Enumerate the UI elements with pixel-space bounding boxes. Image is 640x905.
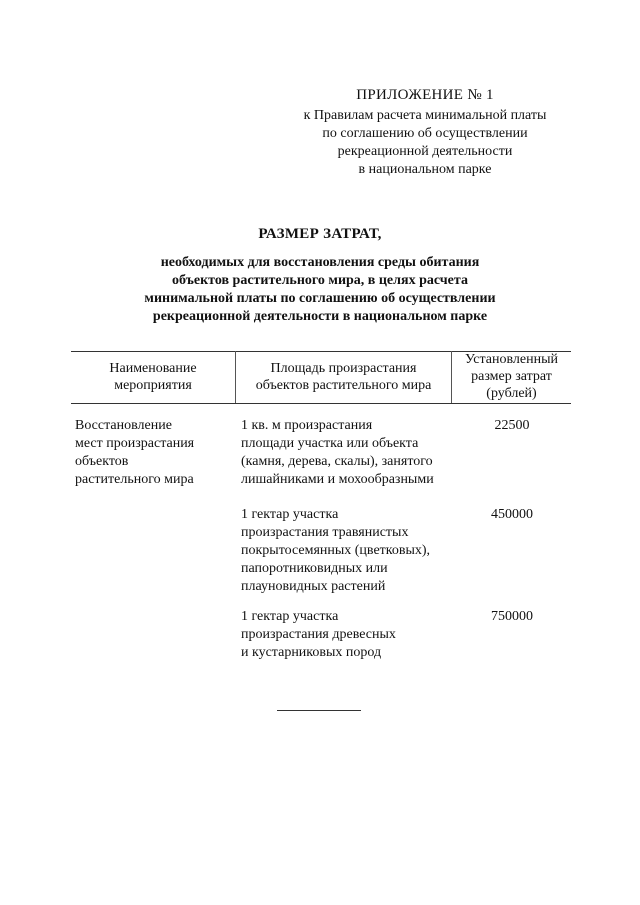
activity-cell: Восстановление мест произрастания объектов растительного мира [75, 418, 195, 487]
document-subtitle [110, 254, 530, 326]
subtitle-line: минимальной платы по соглашению об осуществлении [144, 291, 496, 306]
header-activity: Наименование мероприятия [109, 361, 197, 393]
appendix-line: рекреационной деятельности [337, 144, 513, 159]
subtitle-line: объектов растительного мира, в целях расчета [172, 273, 468, 288]
appendix-line: по соглашению об осуществлении [322, 126, 528, 141]
cost-cell: 22500 [494, 418, 530, 433]
area-cell: 1 гектар участка произрастания травянистых покрытосемянных (цветковых), папоротниковидных или плауновидных растений [241, 507, 431, 594]
cost-cell: 450000 [491, 507, 533, 522]
table-header-rule [71, 403, 571, 404]
appendix-line: в национальном парке [358, 162, 492, 177]
document-title: РАЗМЕР ЗАТРАТ, [258, 226, 382, 242]
end-of-document-rule [277, 710, 361, 711]
appendix-line: к Правилам расчета минимальной платы [303, 108, 547, 123]
header-area: Площадь произрастания объектов растительного мира [255, 361, 432, 393]
appendix-title: ПРИЛОЖЕНИЕ № 1 [356, 87, 494, 103]
appendix-header [290, 86, 560, 179]
area-cell: 1 гектар участка произрастания древесных и кустарниковых пород [241, 609, 396, 660]
area-cell: 1 кв. м произрастания площади участка или объекта (камня, дерева, скалы), занятого лишайниками и мохообразными [241, 418, 434, 487]
cost-cell: 750000 [491, 609, 533, 624]
header-cost: Установленный размер затрат (рублей) [465, 352, 558, 401]
subtitle-line: необходимых для восстановления среды обитания [160, 255, 480, 270]
subtitle-line: рекреационной деятельности в национальном парке [152, 309, 488, 324]
